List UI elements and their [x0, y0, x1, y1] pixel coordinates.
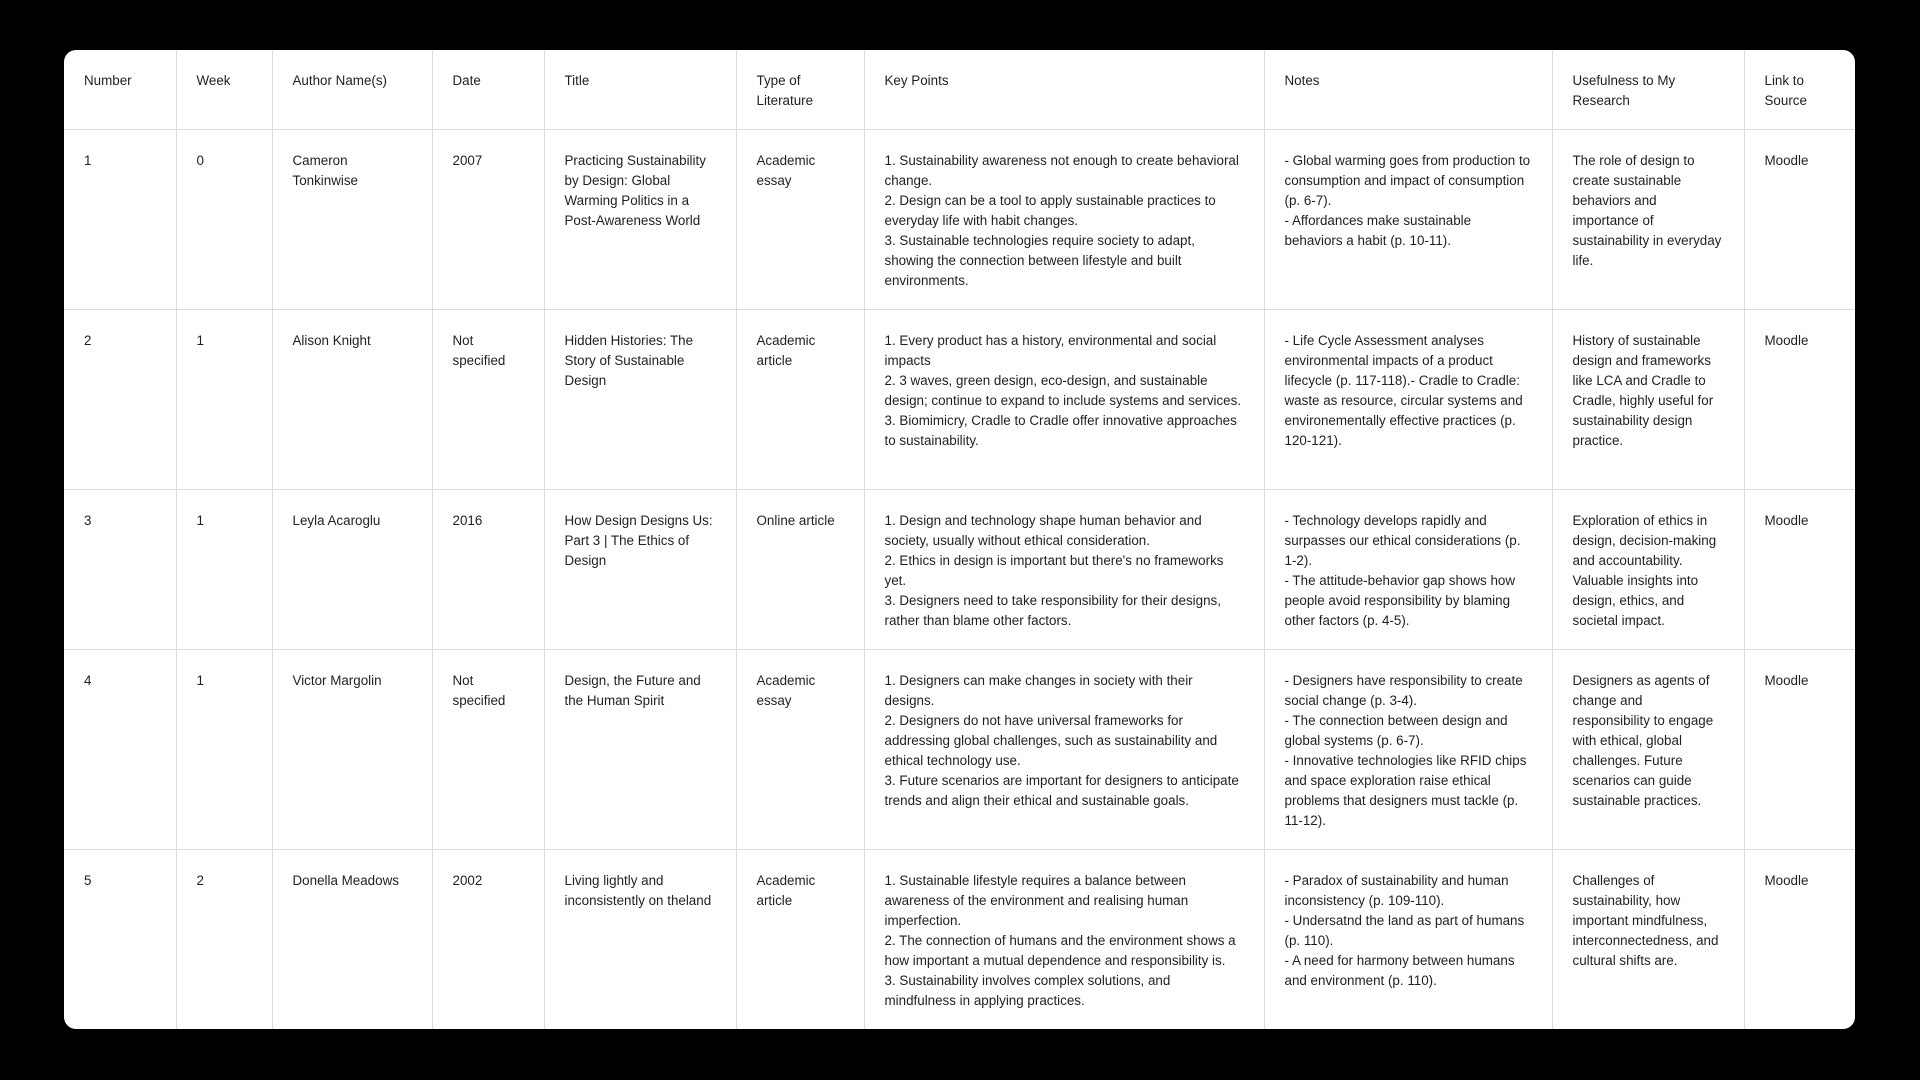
cell-week: 1: [176, 649, 272, 849]
literature-review-table-card: [64, 50, 1855, 1029]
table-row: [64, 309, 1855, 489]
cell-notes: - Designers have responsibility to create social change (p. 3-4). - The connection between design and global systems (p. 6-7). - Innovative technologies like RFID chips and space exploration raise ethical problems that designers must tackle (p. 11-12).: [1264, 649, 1552, 849]
cell-number: 4: [64, 649, 176, 849]
cell-type: Academic article: [736, 849, 864, 1029]
cell-number: 3: [64, 489, 176, 649]
table-row: [64, 849, 1855, 1029]
cell-link[interactable]: Moodle: [1744, 489, 1855, 649]
cell-notes: - Life Cycle Assessment analyses environmental impacts of a product lifecycle (p. 117-118).- Cradle to Cradle: waste as resource, circular systems and environementally effective practices (p. 120-121).: [1264, 309, 1552, 489]
cell-type: Online article: [736, 489, 864, 649]
cell-notes: - Technology develops rapidly and surpasses our ethical considerations (p. 1-2). - The attitude-behavior gap shows how people avoid responsibility by blaming other factors (p. 4-5).: [1264, 489, 1552, 649]
cell-usefulness: Challenges of sustainability, how important mindfulness, interconnectedness, and cultural shifts are.: [1552, 849, 1744, 1029]
cell-usefulness: Exploration of ethics in design, decision-making and accountability. Valuable insights into design, ethics, and societal impact.: [1552, 489, 1744, 649]
cell-title: Hidden Histories: The Story of Sustainable Design: [544, 309, 736, 489]
cell-number: 1: [64, 129, 176, 309]
header-date: Date: [432, 50, 544, 129]
cell-usefulness: History of sustainable design and frameworks like LCA and Cradle to Cradle, highly useful for sustainability design practice.: [1552, 309, 1744, 489]
cell-week: 1: [176, 489, 272, 649]
cell-date: Not specified: [432, 309, 544, 489]
cell-key-points: 1. Sustainability awareness not enough to create behavioral change. 2. Design can be a tool to apply sustainable practices to everyday life with habit changes. 3. Sustainable technologies require society to adapt, showing the connection between lifestyle and built environments.: [864, 129, 1264, 309]
cell-week: 1: [176, 309, 272, 489]
header-link: Link to Source: [1744, 50, 1855, 129]
cell-author: Leyla Acaroglu: [272, 489, 432, 649]
header-author: Author Name(s): [272, 50, 432, 129]
literature-review-table: [64, 50, 1855, 1029]
header-notes: Notes: [1264, 50, 1552, 129]
table-row: [64, 649, 1855, 849]
cell-key-points: 1. Designers can make changes in society with their designs. 2. Designers do not have universal frameworks for addressing global challenges, such as sustainability and ethical technology use. 3. Future scenarios are important for designers to anticipate trends and align their ethical and sustainable goals.: [864, 649, 1264, 849]
cell-notes: - Paradox of sustainability and human inconsistency (p. 109-110). - Undersatnd the land as part of humans (p. 110). - A need for harmony between humans and environment (p. 110).: [1264, 849, 1552, 1029]
cell-key-points: 1. Sustainable lifestyle requires a balance between awareness of the environment and realising human imperfection. 2. The connection of humans and the environment shows a how important a mutual dependence and responsibility is. 3. Sustainability involves complex solutions, and mindfulness in applying practices.: [864, 849, 1264, 1029]
cell-author: Donella Meadows: [272, 849, 432, 1029]
cell-usefulness: The role of design to create sustainable behaviors and importance of sustainability in everyday life.: [1552, 129, 1744, 309]
cell-link[interactable]: Moodle: [1764, 872, 1809, 888]
header-key-points: Key Points: [864, 50, 1264, 129]
cell-usefulness: Designers as agents of change and responsibility to engage with ethical, global challenges. Future scenarios can guide sustainable practices.: [1552, 649, 1744, 849]
cell-number: 2: [64, 309, 176, 489]
cell-author: Alison Knight: [272, 309, 432, 489]
cell-date: 2016: [432, 489, 544, 649]
cell-week: 0: [176, 129, 272, 309]
cell-key-points: 1. Design and technology shape human behavior and society, usually without ethical consideration. 2. Ethics in design is important but there's no frameworks yet. 3. Designers need to take responsibility for their designs, rather than blame other factors.: [864, 489, 1264, 649]
cell-author: Victor Margolin: [272, 649, 432, 849]
header-week: Week: [176, 50, 272, 129]
cell-date: Not specified: [432, 649, 544, 849]
cell-key-points: 1. Every product has a history, environmental and social impacts 2. 3 waves, green design, eco-design, and sustainable design; continue to expand to include systems and services. 3. Biomimicry, Cradle to Cradle offer innovative approaches to sustainability.: [864, 309, 1264, 489]
header-usefulness: Usefulness to My Research: [1552, 50, 1744, 129]
header-type: Type of Literature: [736, 50, 864, 129]
cell-date: 2007: [432, 129, 544, 309]
header-number: Number: [64, 50, 176, 129]
cell-author: Cameron Tonkinwise: [272, 129, 432, 309]
cell-number: 5: [64, 849, 176, 1029]
header-title: Title: [544, 50, 736, 129]
table-row: [64, 129, 1855, 309]
cell-title: Practicing Sustainability by Design: Global Warming Politics in a Post-Awareness World: [544, 129, 736, 309]
cell-date: 2002: [432, 849, 544, 1029]
cell-type: Academic article: [736, 309, 864, 489]
cell-week: 2: [176, 849, 272, 1029]
cell-type: Academic essay: [736, 129, 864, 309]
cell-link[interactable]: Moodle: [1744, 129, 1855, 309]
cell-link[interactable]: Moodle: [1744, 649, 1855, 849]
cell-notes: - Global warming goes from production to consumption and impact of consumption (p. 6-7). - Affordances make sustainable behaviors a habit (p. 10-11).: [1264, 129, 1552, 309]
cell-title: How Design Designs Us: Part 3 | The Ethics of Design: [544, 489, 736, 649]
cell-type: Academic essay: [736, 649, 864, 849]
cell-title: Living lightly and inconsistently on theland: [544, 849, 736, 1029]
cell-title: Design, the Future and the Human Spirit: [544, 649, 736, 849]
header-row: [64, 50, 1855, 129]
table-row: [64, 489, 1855, 649]
cell-link[interactable]: Moodle: [1744, 309, 1855, 489]
